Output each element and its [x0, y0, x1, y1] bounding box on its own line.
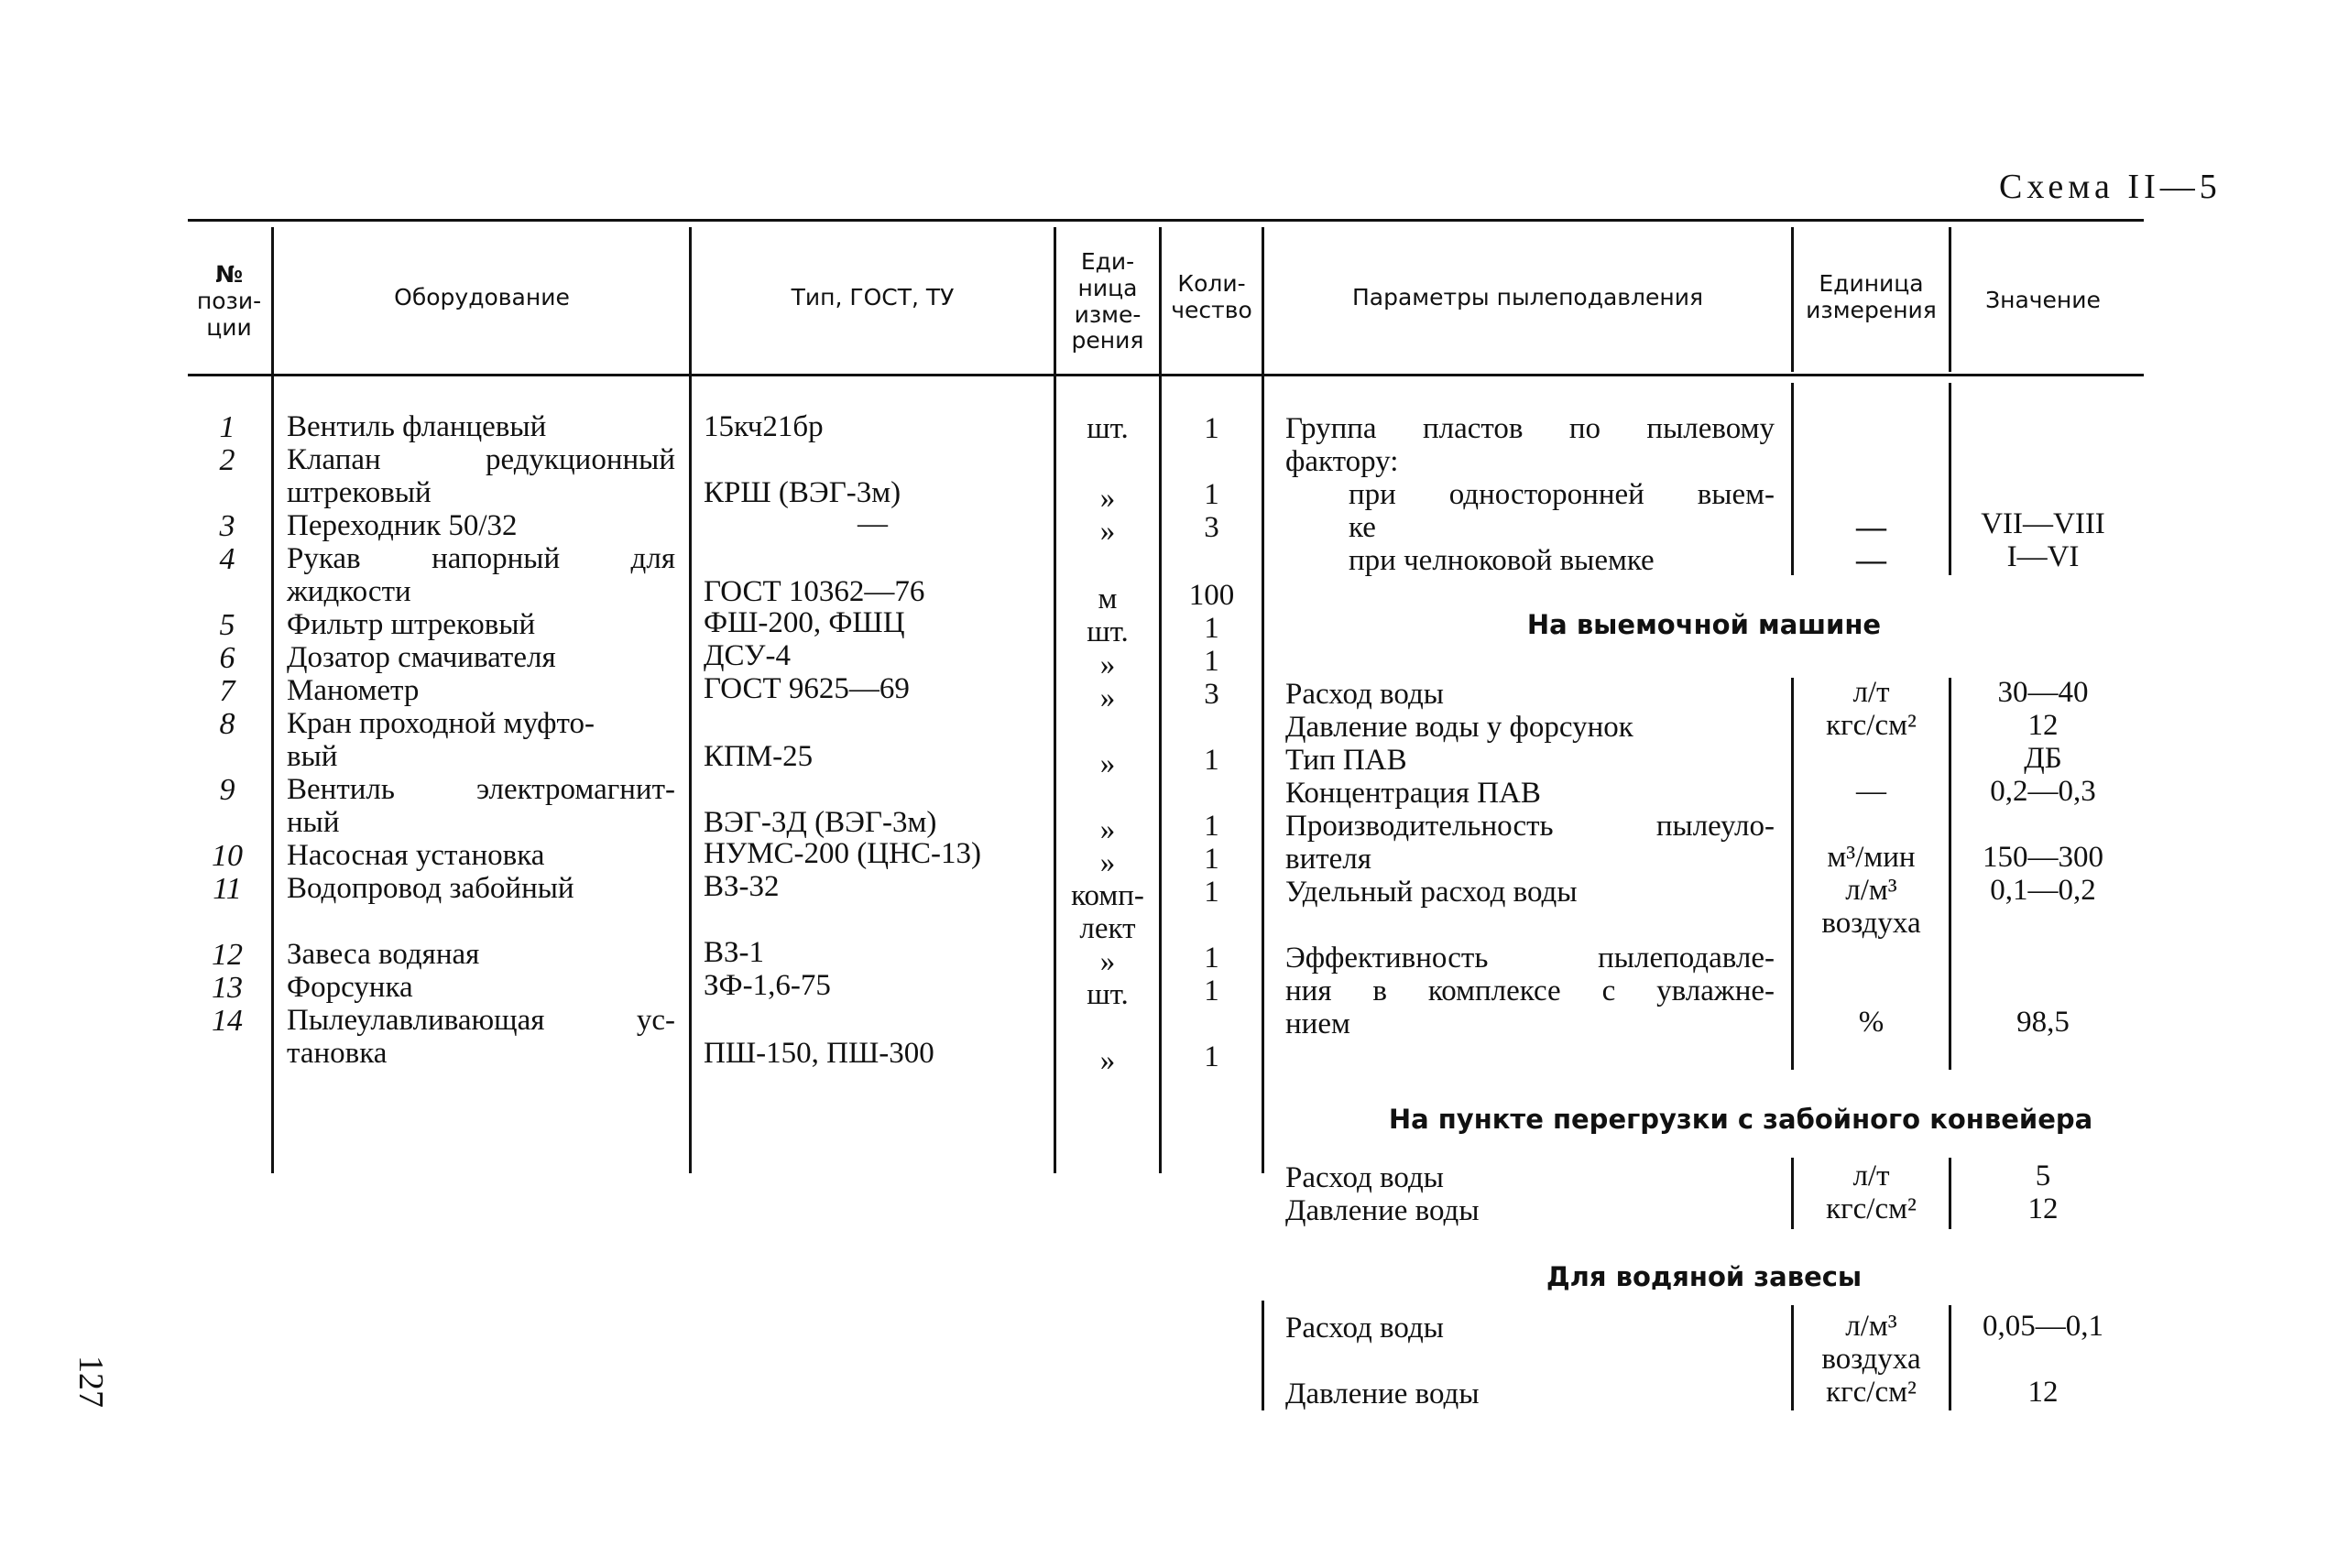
- header-quantity-line2: чество: [1171, 296, 1252, 323]
- param-name: Расход воды: [1285, 678, 1444, 711]
- param-unit-cont: воздуха: [1821, 907, 1921, 940]
- equipment-qty: 1: [1204, 744, 1219, 777]
- param-unit: —: [1856, 775, 1886, 808]
- param-name: Удельный расход воды: [1285, 876, 1578, 909]
- header-type: Тип, ГОСТ, ТУ: [791, 284, 955, 310]
- row-number: 6: [219, 641, 235, 675]
- row-number: 9: [219, 773, 235, 807]
- equipment-unit: м: [1098, 583, 1118, 615]
- header-position: [188, 262, 270, 341]
- group-line-3: при односторонней выем-: [1349, 478, 1775, 511]
- equipment-qty: 3: [1204, 678, 1219, 711]
- equipment-name: Насосная установка: [287, 839, 545, 872]
- equipment-qty: 1: [1204, 1040, 1219, 1073]
- header-quantity: [1162, 271, 1262, 324]
- equipment-qty: 1: [1204, 843, 1219, 876]
- equipment-unit: »: [1099, 648, 1116, 681]
- rcol-seg-curtain-left: [1262, 1301, 1264, 1410]
- param-value: 98,5: [2016, 1006, 2070, 1039]
- equipment-name: Кран проходной муфто-: [287, 707, 595, 740]
- equipment-name: Пылеулавливающая ус-: [287, 1004, 675, 1037]
- row-number: 1: [219, 410, 235, 444]
- equipment-type: —: [858, 507, 888, 540]
- param-unit: кгс/см²: [1826, 1376, 1917, 1409]
- param-name: Эффективность пылеподавле-: [1285, 942, 1775, 975]
- param-value: ДБ: [2024, 742, 2062, 775]
- equipment-qty: 1: [1204, 612, 1219, 645]
- param-value: 5: [2035, 1160, 2051, 1192]
- group-dash-1: —: [1856, 511, 1886, 544]
- param-name: Давление воды у форсунок: [1285, 711, 1633, 744]
- param-unit: л/т: [1852, 1160, 1890, 1192]
- header-position-line2: пози-: [196, 287, 262, 314]
- equipment-unit: »: [1099, 515, 1116, 548]
- param-name-cont: ния в комплексе с увлажне-: [1285, 975, 1775, 1007]
- row-number: 4: [219, 542, 235, 576]
- param-name: Расход воды: [1285, 1312, 1444, 1345]
- equipment-qty: 1: [1204, 645, 1219, 678]
- equipment-type: ФШ-200, ФШЦ: [704, 606, 905, 639]
- section-title-machine: На выемочной машине: [1526, 609, 1882, 640]
- equipment-qty: 1: [1204, 478, 1219, 511]
- header-param-unit: [1794, 271, 1949, 324]
- equipment-name: Дозатор смачивателя: [287, 641, 556, 674]
- row-number: 13: [212, 971, 243, 1005]
- header-param-unit-line2: измерения: [1806, 296, 1937, 323]
- top-rule: [188, 219, 2144, 222]
- group-value-1: VII—VIII: [1981, 507, 2105, 540]
- param-value: 30—40: [1997, 676, 2089, 709]
- col-divider-1: [271, 227, 274, 1173]
- param-name: Производительность пылеуло-: [1285, 810, 1775, 843]
- equipment-unit: »: [1099, 846, 1116, 879]
- group-dash-2: —: [1856, 544, 1886, 577]
- param-name: Тип ПАВ: [1285, 744, 1407, 777]
- equipment-name: Водопровод забойный: [287, 872, 574, 905]
- equipment-unit: »: [1099, 681, 1116, 714]
- section-title-transfer: На пункте перегрузки с забойного конвейера: [1388, 1104, 2093, 1135]
- header-rule: [188, 374, 2144, 376]
- section-title-curtain: Для водяной завесы: [1546, 1261, 1863, 1292]
- param-unit: кгс/см²: [1826, 1192, 1917, 1225]
- row-number: 11: [213, 872, 242, 906]
- equipment-type: 15кч21бр: [704, 410, 824, 443]
- equipment-unit: шт.: [1087, 615, 1129, 648]
- group-line-2: фактору:: [1285, 445, 1399, 478]
- param-value: 12: [2027, 1376, 2059, 1409]
- group-value-2: I—VI: [2006, 540, 2080, 573]
- equipment-type: ДСУ-4: [704, 639, 791, 672]
- param-value: 12: [2027, 709, 2059, 742]
- equipment-unit: шт.: [1087, 412, 1129, 445]
- equipment-name-cont: тановка: [287, 1037, 388, 1070]
- param-name: Давление воды: [1285, 1194, 1480, 1227]
- param-value: 0,2—0,3: [1990, 775, 2096, 808]
- equipment-name: Фильтр штрековый: [287, 608, 536, 641]
- col-divider-5: [1262, 227, 1264, 1173]
- param-name: Расход воды: [1285, 1161, 1444, 1194]
- group-line-5: при челноковой выемке: [1349, 544, 1655, 577]
- param-value: 12: [2027, 1192, 2059, 1225]
- equipment-name-cont: штрековый: [287, 476, 432, 509]
- equipment-type: КПМ-25: [704, 740, 814, 773]
- row-number: 8: [219, 707, 235, 741]
- row-number: 3: [219, 509, 235, 543]
- row-number: 5: [219, 608, 235, 642]
- header-position-line3: ции: [206, 313, 252, 341]
- header-unit: [1056, 249, 1159, 354]
- param-unit: кгс/см²: [1826, 709, 1917, 742]
- header-quantity-line1: Коли-: [1177, 270, 1246, 297]
- param-name-cont2: нием: [1285, 1007, 1350, 1040]
- equipment-qty: 100: [1188, 579, 1235, 612]
- param-value: 0,1—0,2: [1990, 874, 2096, 907]
- param-name: Давление воды: [1285, 1377, 1480, 1410]
- equipment-name: Вентиль электромагнит-: [287, 773, 675, 806]
- equipment-type: КРШ (ВЭГ-3м): [704, 476, 901, 509]
- row-number: 7: [219, 674, 235, 708]
- page-number: 127: [71, 1356, 110, 1408]
- equipment-name: Завеса водяная: [287, 938, 480, 971]
- header-unit-line2: ница: [1077, 274, 1138, 301]
- param-unit: л/т: [1852, 676, 1890, 709]
- param-unit: м³/мин: [1827, 841, 1916, 874]
- equipment-name: Клапан редукционный: [287, 443, 675, 476]
- equipment-type: ВЗ-1: [704, 936, 765, 969]
- equipment-qty: 1: [1204, 876, 1219, 909]
- header-parameters: Параметры пылеподавления: [1351, 284, 1704, 310]
- equipment-qty: 3: [1204, 511, 1219, 544]
- row-number: 14: [212, 1004, 243, 1038]
- equipment-qty: 1: [1204, 810, 1219, 843]
- equipment-name-cont: жидкости: [287, 575, 411, 608]
- equipment-unit: шт.: [1087, 978, 1129, 1011]
- equipment-name: Вентиль фланцевый: [287, 410, 547, 443]
- equipment-unit-cont: лект: [1079, 912, 1136, 945]
- equipment-name: Рукав напорный для: [287, 542, 675, 575]
- header-position-line1: №: [214, 261, 244, 288]
- equipment-qty: 1: [1204, 412, 1219, 445]
- param-name-cont: вителя: [1285, 843, 1371, 876]
- param-value: 150—300: [1983, 841, 2103, 874]
- header-value: Значение: [1985, 287, 2101, 313]
- equipment-type: ГОСТ 10362—76: [704, 575, 925, 608]
- row-number: 2: [219, 443, 235, 477]
- equipment-qty: 1: [1204, 942, 1219, 975]
- equipment-name-cont: ный: [287, 806, 340, 839]
- equipment-name: Форсунка: [287, 971, 413, 1004]
- equipment-name: Манометр: [287, 674, 420, 707]
- equipment-unit: »: [1099, 1044, 1116, 1077]
- param-unit-cont: воздуха: [1821, 1343, 1921, 1376]
- equipment-name: Переходник 50/32: [287, 509, 518, 542]
- header-unit-line4: рения: [1071, 327, 1144, 354]
- equipment-type: ВЗ-32: [704, 870, 780, 903]
- param-unit: л/м³: [1845, 1310, 1897, 1343]
- col-divider-2: [689, 227, 692, 1173]
- equipment-type: НУМС-200 (ЦНС-13): [704, 837, 981, 870]
- equipment-type: ВЭГ-3Д (ВЭГ-3м): [704, 806, 937, 839]
- equipment-unit: »: [1099, 945, 1116, 978]
- group-line-1: Группа пластов по пылевому: [1285, 412, 1775, 445]
- header-param-unit-line1: Единица: [1819, 270, 1924, 297]
- equipment-name-cont: вый: [287, 740, 338, 773]
- equipment-unit: комп-: [1071, 879, 1144, 912]
- equipment-type: ЗФ-1,6-75: [704, 969, 831, 1002]
- param-value: 0,05—0,1: [1983, 1310, 2103, 1343]
- row-number: 10: [212, 839, 243, 873]
- equipment-type: ГОСТ 9625—69: [704, 672, 910, 705]
- header-equipment: Оборудование: [394, 284, 570, 310]
- header-unit-line3: изме-: [1074, 300, 1142, 328]
- equipment-qty: 1: [1204, 975, 1219, 1007]
- header-unit-line1: Еди-: [1080, 248, 1135, 275]
- param-unit: %: [1858, 1006, 1885, 1039]
- param-name: Концентрация ПАВ: [1285, 777, 1541, 810]
- row-number: 12: [212, 938, 243, 972]
- schema-title: Схема II—5: [1999, 168, 2222, 206]
- group-line-4: ке: [1349, 511, 1376, 544]
- param-unit: л/м³: [1845, 874, 1897, 907]
- equipment-unit: »: [1099, 747, 1116, 780]
- equipment-unit: »: [1099, 482, 1116, 515]
- equipment-unit: »: [1099, 813, 1116, 846]
- equipment-type: ПШ-150, ПШ-300: [704, 1037, 934, 1070]
